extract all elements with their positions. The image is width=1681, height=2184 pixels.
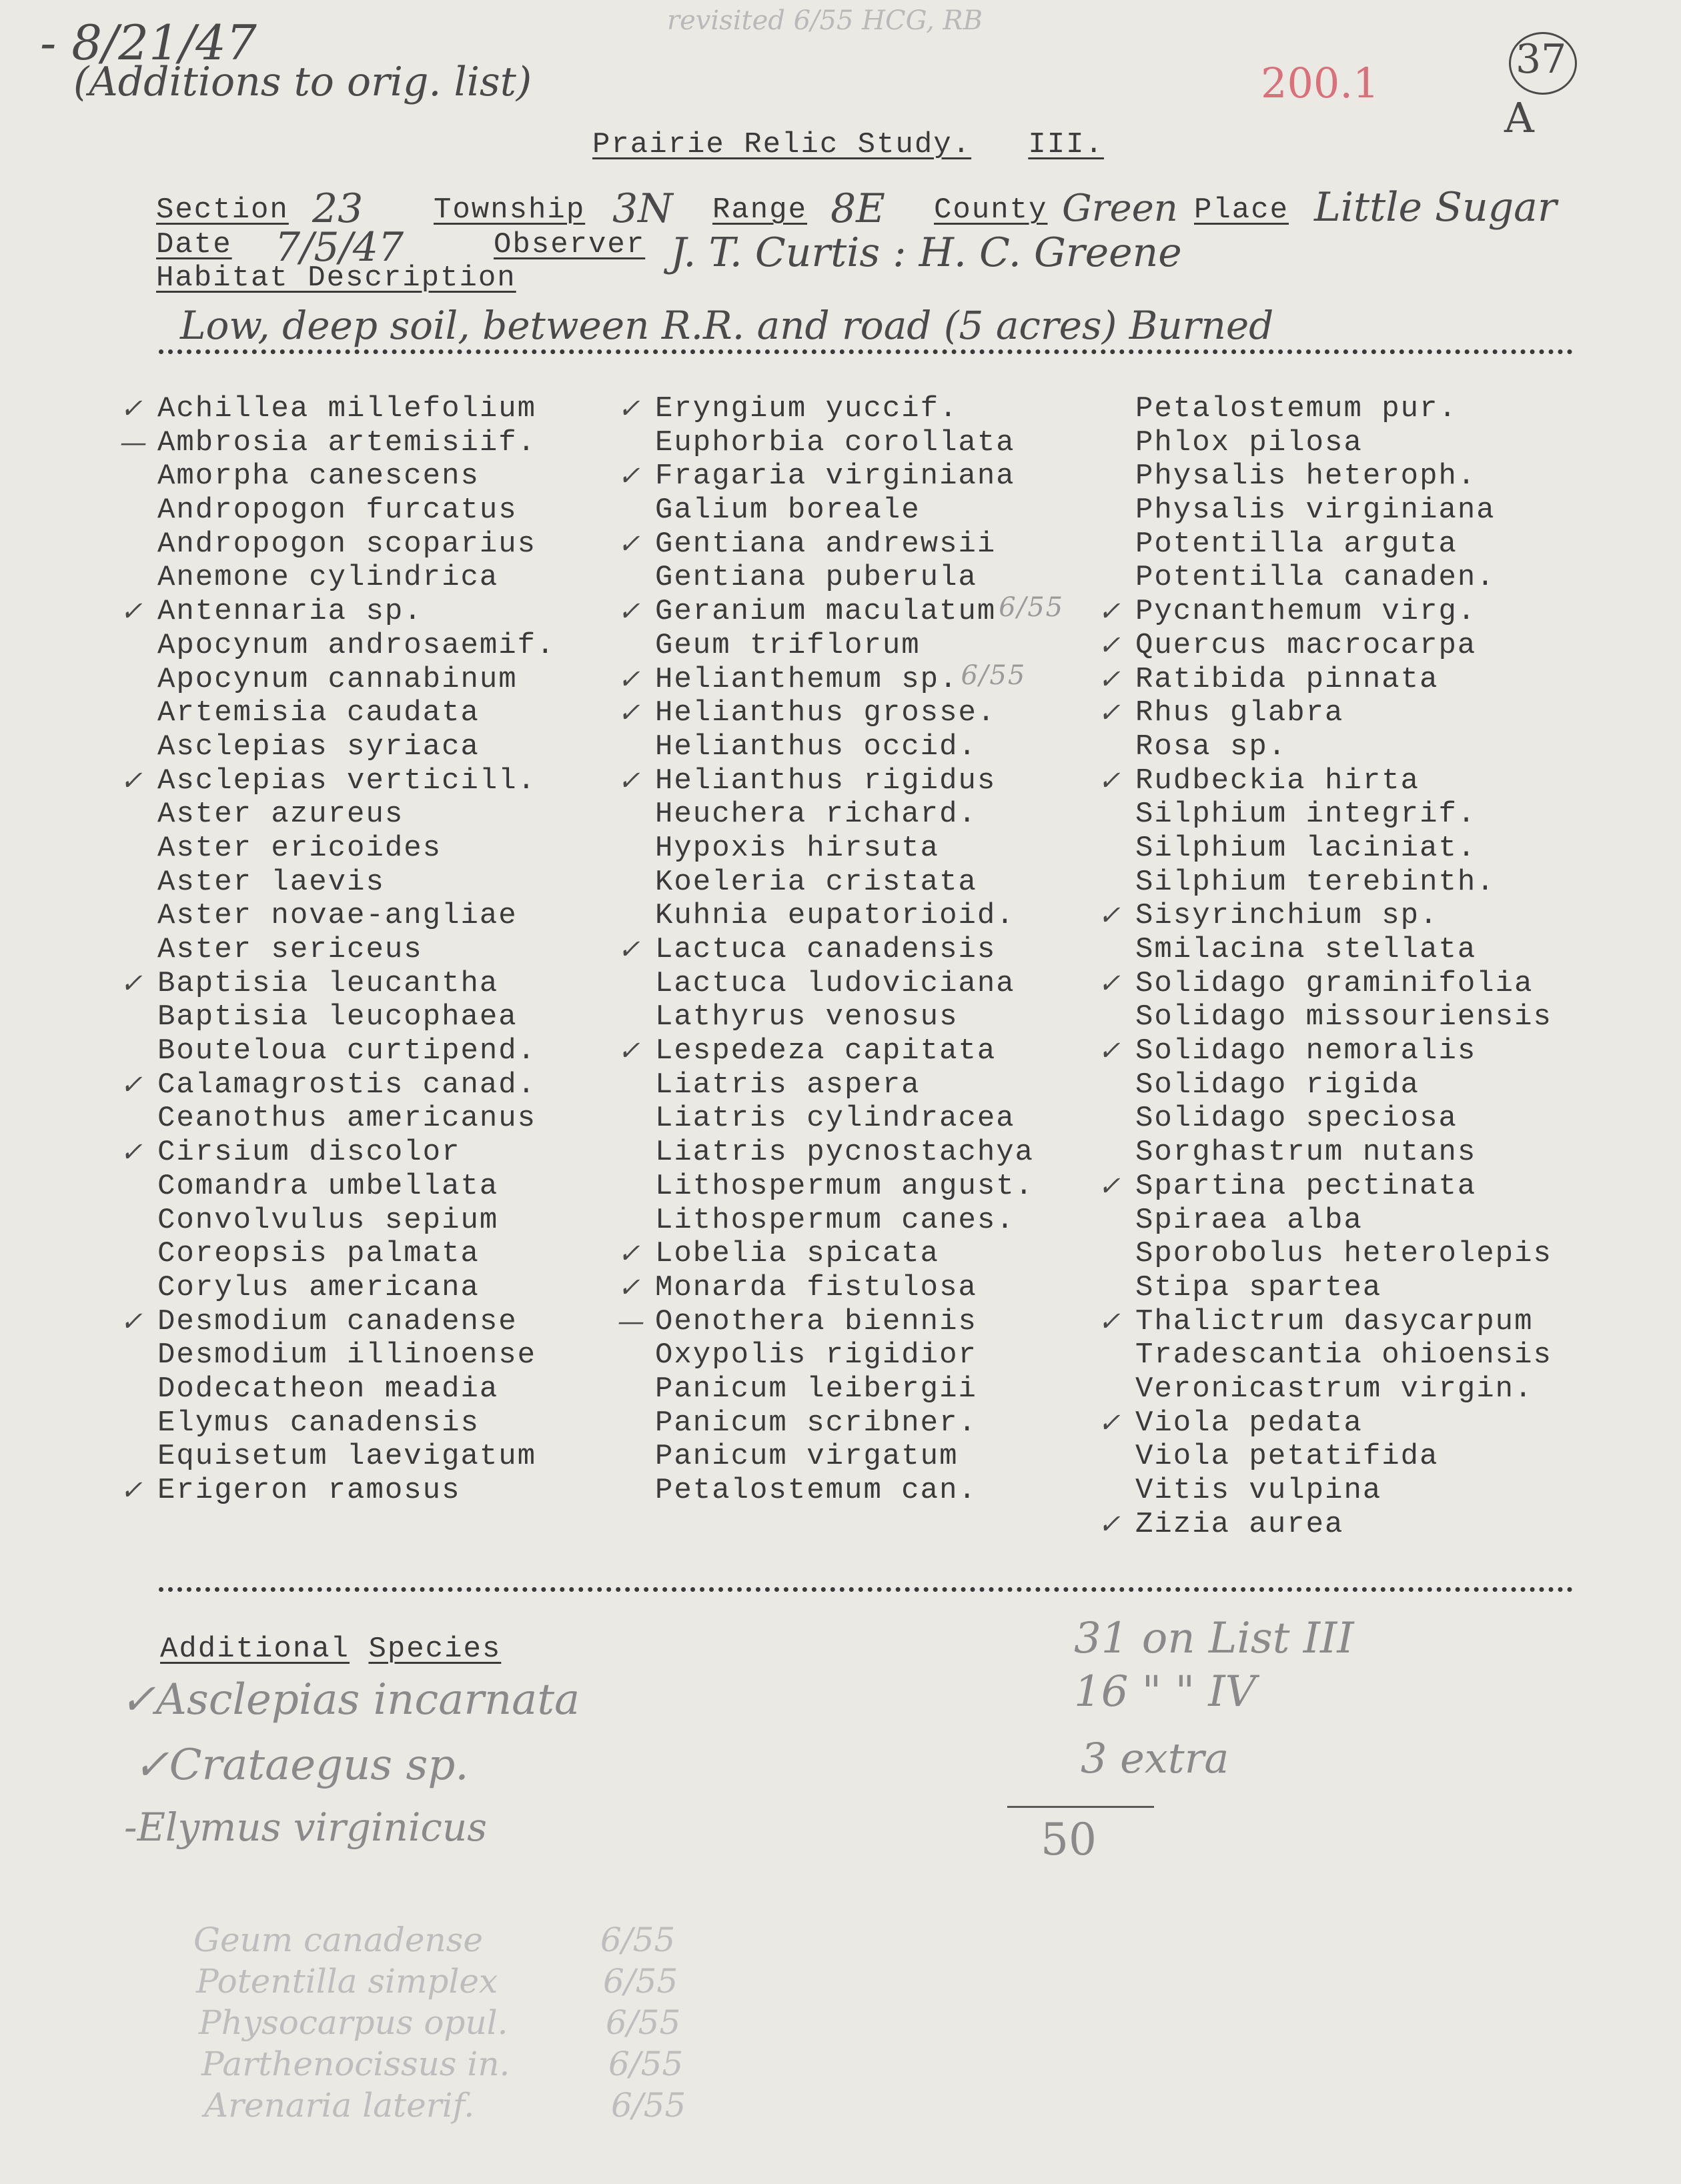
revisit-species: Geum canadense (193, 1921, 483, 1959)
species-entry (157, 1170, 556, 1204)
species-name: Sisyrinchium sp. (1135, 899, 1439, 933)
species-entry (1135, 1338, 1552, 1372)
species-name: Corylus americana (157, 1270, 480, 1304)
species-name: Smilacina stellata (1135, 933, 1477, 966)
species-entry (157, 459, 556, 493)
species-name: Amorpha canescens (157, 459, 480, 493)
check-mark: ✓ (618, 596, 642, 628)
species-entry (120, 764, 556, 798)
additional-item: ✓Crataegus sp. (133, 1741, 469, 1790)
check-mark: ✓ (1098, 1508, 1122, 1540)
species-name: Aster novae-angliae (157, 899, 518, 933)
species-name: Elymus canadensis (157, 1406, 480, 1440)
species-entry (1135, 527, 1552, 562)
species-entry (120, 1068, 556, 1102)
revisit-species: Arenaria laterif. (204, 2086, 475, 2125)
check-mark: ✓ (120, 765, 144, 796)
species-entry (618, 696, 1034, 730)
county-value: Green (1062, 187, 1178, 230)
revisit-entry (199, 2003, 680, 2042)
species-entry (120, 1304, 556, 1339)
species-entry (1135, 1440, 1552, 1474)
species-name: Galium boreale (655, 493, 921, 527)
tally-line-1: 31 on List III (1074, 1614, 1354, 1663)
species-name: Potentilla arguta (1135, 527, 1458, 561)
species-column-3 (1098, 392, 1552, 1541)
species-name: Asclepias syriaca (157, 730, 480, 764)
check-mark: ✓ (618, 1238, 642, 1270)
species-name: Hypoxis hirsuta (655, 831, 940, 865)
species-entry (120, 1474, 556, 1508)
species-column-2 (618, 392, 1065, 1508)
species-entry (1098, 966, 1552, 1001)
species-name: Erigeron ramosus (157, 1474, 461, 1507)
tally-line-2: 16 " " IV (1074, 1667, 1256, 1717)
habitat-value: Low, deep soil, between R.R. and road (5 acres) Burned (180, 303, 1274, 348)
species-name: Ambrosia artemisiif. (157, 425, 537, 459)
species-name: Geranium maculatum 6/55 (655, 592, 1065, 629)
species-name: Rhus glabra (1135, 696, 1344, 730)
species-name: Lathyrus venosus (655, 1000, 959, 1034)
species-name: Heuchera richard. (655, 798, 977, 832)
species-name: Physalis virginiana (1135, 493, 1496, 527)
species-name: Lithospermum canes. (655, 1203, 1015, 1237)
species-name: Viola petatifida (1135, 1440, 1439, 1474)
species-entry (655, 1068, 1034, 1102)
revisit-entry (196, 1962, 678, 2001)
species-name: Viola pedata (1135, 1406, 1363, 1440)
species-name: Anemone cylindrica (157, 561, 499, 595)
species-entry (1098, 764, 1552, 798)
check-mark: ✓ (618, 698, 642, 729)
species-name: Cirsium discolor (157, 1136, 461, 1170)
species-entry (1135, 1474, 1552, 1508)
check-mark: ✓ (1098, 1306, 1122, 1337)
species-name: Achillea millefolium (157, 392, 537, 425)
species-name: Helianthus grosse. (655, 696, 997, 730)
revisit-species: Parthenocissus in. (201, 2045, 510, 2083)
species-entry (655, 798, 1034, 832)
species-name: Convolvulus sepium (157, 1203, 499, 1237)
species-entry (157, 1372, 556, 1406)
species-name: Tradescantia ohioensis (1135, 1338, 1552, 1372)
species-name: Andropogon scoparius (157, 527, 537, 561)
species-entry (655, 832, 1034, 866)
species-entry (157, 866, 556, 900)
species-entry (655, 1338, 1034, 1372)
species-name: Eryngium yuccif. (655, 392, 959, 425)
species-entry (655, 866, 1034, 900)
species-name: Solidago graminifolia (1135, 966, 1534, 1000)
additional-item: -Elymus virginicus (124, 1805, 488, 1850)
check-mark: ✓ (618, 934, 642, 965)
check-mark: ✓ (1098, 900, 1122, 932)
species-name: Spartina pectinata (1135, 1169, 1477, 1203)
date-note: - 8/21/47 (40, 15, 257, 71)
species-name: Petalostemum can. (655, 1474, 977, 1507)
species-name: Panicum virgatum (655, 1440, 959, 1474)
species-entry (1135, 1271, 1552, 1305)
species-name: Helianthemum sp. 6/55 (655, 660, 1027, 696)
species-entry (1135, 933, 1552, 967)
species-entry (157, 663, 556, 697)
species-entry (618, 527, 1034, 562)
species-name: Aster ericoides (157, 831, 442, 865)
species-entry (1098, 1406, 1552, 1440)
species-name: Rosa sp. (1135, 730, 1287, 764)
check-mark: ✓ (120, 1475, 144, 1506)
species-entry (655, 1136, 1034, 1170)
species-name: Panicum leibergii (655, 1372, 977, 1406)
species-name: Phlox pilosa (1135, 425, 1363, 459)
species-entry (157, 1034, 556, 1068)
species-name: Veronicastrum virgin. (1135, 1372, 1534, 1406)
species-entry (1098, 1304, 1552, 1339)
species-entry (655, 899, 1034, 933)
observer-label: Observer (494, 228, 646, 261)
place-value: Little Sugar (1314, 184, 1557, 231)
species-entry (1098, 1507, 1552, 1542)
check-mark: ✓ (120, 968, 144, 999)
species-name: Euphorbia corollata (655, 425, 1015, 459)
species-name: Comandra umbellata (157, 1169, 499, 1203)
species-name: Silphium integrif. (1135, 798, 1477, 832)
species-entry (1135, 730, 1552, 764)
species-entry (1135, 561, 1552, 595)
species-entry (618, 764, 1034, 798)
revisited-note: revisited 6/55 HCG, RB (667, 5, 983, 36)
species-entry (1098, 662, 1552, 697)
species-entry (655, 426, 1034, 460)
check-mark: — (618, 1306, 646, 1337)
bottom-divider (159, 1587, 1573, 1592)
species-name: Rudbeckia hirta (1135, 764, 1420, 798)
species-name: Lithospermum angust. (655, 1169, 1035, 1203)
species-entry (1135, 1068, 1552, 1102)
species-entry (1135, 866, 1552, 900)
species-name: Lobelia spicata (655, 1237, 940, 1271)
species-entry (1098, 899, 1552, 933)
check-mark: ✓ (618, 1272, 642, 1303)
title-text: Prairie Relic Study. (592, 128, 972, 161)
species-name: Desmodium canadense (157, 1304, 518, 1338)
species-name: Physalis heteroph. (1135, 459, 1477, 493)
species-name: Apocynum androsaemif. (157, 628, 556, 662)
county-label: County (934, 193, 1048, 227)
species-entry (655, 967, 1034, 1001)
list-number: III. (1028, 128, 1104, 161)
species-name: Fragaria virginiana (655, 459, 1015, 493)
revisit-date: 6/55 (611, 2086, 686, 2125)
species-entry (157, 527, 556, 562)
species-name: Gentiana andrewsii (655, 527, 997, 561)
species-name: Vitis vulpina (1135, 1474, 1382, 1507)
species-name: Liatris pycnostachya (655, 1136, 1035, 1170)
check-mark: ✓ (1098, 596, 1122, 628)
species-entry (655, 561, 1034, 595)
tally-sum-line (1007, 1806, 1154, 1808)
species-name: Oxypolis rigidior (655, 1338, 977, 1372)
tally-total: 50 (1041, 1814, 1097, 1865)
species-name: Solidago missouriensis (1135, 1000, 1552, 1034)
additional-species-heading (160, 1632, 501, 1666)
species-name: Aster sericeus (157, 933, 423, 966)
species-name: Geum triflorum (655, 628, 921, 662)
species-name: Bouteloua curtipend. (157, 1034, 537, 1068)
additional-item: ✓Asclepias incarnata (120, 1675, 580, 1725)
habitat-label: Habitat Description (156, 261, 516, 295)
species-entry (1098, 595, 1552, 629)
page-number: 37 (1516, 36, 1567, 83)
check-mark: ✓ (120, 1306, 144, 1337)
species-entry (120, 1136, 556, 1170)
species-entry (655, 1170, 1034, 1204)
species-entry (157, 696, 556, 730)
species-entry (618, 1034, 1034, 1068)
revisit-species: Potentilla simplex (196, 1962, 498, 2001)
species-entry (157, 561, 556, 595)
species-entry (1098, 1169, 1552, 1204)
species-entry (1098, 628, 1552, 663)
species-name: Oenothera biennis (655, 1304, 977, 1338)
check-mark: ✓ (1098, 664, 1122, 695)
species-entry (1135, 1136, 1552, 1170)
check-mark: ✓ (618, 664, 642, 695)
species-entry (655, 1102, 1034, 1136)
species-entry (618, 660, 1034, 697)
check-mark: ✓ (120, 1069, 144, 1100)
species-entry (1135, 1102, 1552, 1136)
species-entry (157, 493, 556, 527)
species-entry (655, 730, 1034, 764)
species-name: Liatris cylindracea (655, 1102, 1015, 1136)
species-name: Ceanothus americanus (157, 1102, 537, 1136)
tally-line-3: 3 extra (1081, 1734, 1229, 1783)
check-mark: ✓ (618, 528, 642, 560)
species-name: Dodecatheon meadia (157, 1372, 499, 1406)
additional-label-1: Additional (160, 1632, 350, 1666)
species-name: Zizia aurea (1135, 1507, 1344, 1541)
check-mark: ✓ (618, 393, 642, 424)
observer-value: J. T. Curtis : H. C. Greene (670, 229, 1182, 276)
species-name: Kuhnia eupatorioid. (655, 899, 1015, 933)
revisit-date-note: 6/55 (961, 660, 1027, 691)
species-name: Liatris aspera (655, 1068, 921, 1102)
revisit-entry (201, 2045, 683, 2083)
species-entry (157, 1102, 556, 1136)
species-entry (157, 832, 556, 866)
species-name: Equisetum laevigatum (157, 1440, 537, 1474)
species-entry (655, 1000, 1034, 1034)
species-entry (157, 1406, 556, 1440)
species-name: Spiraea alba (1135, 1203, 1363, 1237)
revisit-date: 6/55 (600, 1921, 676, 1959)
check-mark: ✓ (1098, 1170, 1122, 1202)
species-name: Potentilla canaden. (1135, 561, 1496, 595)
species-entry (1135, 798, 1552, 832)
species-name: Apocynum cannabinum (157, 662, 518, 696)
species-entry (120, 595, 556, 629)
check-mark: ✓ (1098, 1407, 1122, 1438)
check-mark: ✓ (120, 393, 144, 424)
check-mark: ✓ (1098, 968, 1122, 999)
species-entry (157, 1000, 556, 1034)
check-mark: ✓ (120, 596, 144, 628)
check-mark: — (120, 427, 148, 458)
species-entry (618, 1270, 1034, 1305)
species-column-1 (120, 392, 556, 1508)
species-name: Artemisia caudata (157, 696, 480, 730)
species-entry (157, 1338, 556, 1372)
page-letter: A (1504, 93, 1534, 142)
species-entry (1135, 1204, 1552, 1238)
page-title (592, 128, 1104, 161)
species-entry (157, 730, 556, 764)
species-entry (618, 1237, 1034, 1271)
revisit-date: 6/55 (608, 2045, 684, 2083)
species-entry (1135, 426, 1552, 460)
revisit-entry (204, 2086, 686, 2125)
additions-note: (Additions to orig. list) (73, 59, 532, 105)
species-entry (120, 425, 556, 460)
species-name: Silphium terebinth. (1135, 865, 1496, 899)
species-name: Asclepias verticill. (157, 764, 537, 798)
species-entry (1135, 493, 1552, 527)
species-name: Solidago rigida (1135, 1068, 1420, 1102)
species-name: Desmodium illinoense (157, 1338, 537, 1372)
species-name: Aster azureus (157, 798, 404, 832)
species-entry (1098, 1034, 1552, 1068)
range-value: 8E (830, 185, 885, 232)
species-name: Monarda fistulosa (655, 1270, 977, 1304)
species-entry (157, 1204, 556, 1238)
species-name: Panicum scribner. (655, 1406, 977, 1440)
township-label: Township (434, 193, 586, 227)
township-value: 3N (612, 185, 673, 232)
species-entry (157, 629, 556, 663)
check-mark: ✓ (618, 1036, 642, 1067)
species-entry (1135, 459, 1552, 493)
revisit-date: 6/55 (606, 2003, 681, 2042)
species-entry (1135, 1000, 1552, 1034)
species-entry (120, 392, 556, 426)
species-name: Solidago speciosa (1135, 1102, 1458, 1136)
species-name: Stipa spartea (1135, 1270, 1382, 1304)
date-label: Date (156, 228, 232, 261)
species-entry (655, 493, 1034, 527)
species-name: Baptisia leucophaea (157, 1000, 518, 1034)
file-number: 200.1 (1261, 59, 1379, 107)
species-entry (157, 933, 556, 967)
revisit-entry (193, 1921, 675, 1959)
species-name: Lactuca canadensis (655, 933, 997, 966)
species-entry (655, 1474, 1034, 1508)
species-entry (655, 1406, 1034, 1440)
check-mark: ✓ (618, 461, 642, 492)
species-name: Lactuca ludoviciana (655, 966, 1015, 1000)
species-name: Petalostemum pur. (1135, 392, 1458, 425)
species-entry (157, 899, 556, 933)
species-name: Helianthus rigidus (655, 764, 997, 798)
species-name: Solidago nemoralis (1135, 1034, 1477, 1068)
species-entry (618, 459, 1034, 493)
revisit-species: Physocarpus opul. (199, 2003, 508, 2042)
species-entry (1098, 696, 1552, 730)
section-value: 23 (312, 185, 364, 232)
species-entry (157, 798, 556, 832)
species-name: Lespedeza capitata (655, 1034, 997, 1068)
species-name: Silphium laciniat. (1135, 831, 1477, 865)
species-name: Baptisia leucantha (157, 966, 499, 1000)
species-name: Gentiana puberula (655, 561, 977, 595)
species-name: Sporobolus heterolepis (1135, 1237, 1552, 1271)
species-name: Helianthus occid. (655, 730, 977, 764)
species-name: Antennaria sp. (157, 595, 423, 629)
place-label: Place (1194, 193, 1289, 227)
species-name: Andropogon furcatus (157, 493, 518, 527)
check-mark: ✓ (1098, 630, 1122, 661)
species-entry (1135, 1237, 1552, 1271)
date-value: 7/5/47 (275, 224, 404, 271)
species-name: Thalictrum dasycarpum (1135, 1304, 1534, 1338)
check-mark: ✓ (1098, 765, 1122, 796)
species-entry (655, 629, 1034, 663)
species-entry (157, 1237, 556, 1271)
species-name: Quercus macrocarpa (1135, 628, 1477, 662)
species-entry (120, 966, 556, 1001)
check-mark: ✓ (1098, 698, 1122, 729)
species-name: Aster laevis (157, 865, 385, 899)
species-entry (655, 1440, 1034, 1474)
species-entry (618, 1304, 1034, 1339)
species-name: Pycnanthemum virg. (1135, 595, 1477, 629)
species-entry (1135, 392, 1552, 426)
species-entry (655, 1204, 1034, 1238)
species-entry (157, 1440, 556, 1474)
species-name: Coreopsis palmata (157, 1237, 480, 1271)
species-name: Koeleria cristata (655, 865, 977, 899)
range-label: Range (712, 193, 808, 227)
revisit-date: 6/55 (603, 1962, 678, 2001)
species-entry (655, 1372, 1034, 1406)
top-divider (159, 349, 1573, 354)
species-entry (618, 392, 1034, 426)
section-label: Section (156, 193, 289, 227)
species-entry (1135, 832, 1552, 866)
check-mark: ✓ (1098, 1036, 1122, 1067)
check-mark: ✓ (618, 765, 642, 796)
check-mark: ✓ (120, 1137, 144, 1168)
species-name: Sorghastrum nutans (1135, 1136, 1477, 1170)
species-entry (618, 933, 1034, 967)
species-entry (157, 1271, 556, 1305)
species-entry (1135, 1372, 1552, 1406)
species-entry (618, 592, 1065, 629)
species-name: Calamagrostis canad. (157, 1068, 537, 1102)
species-name: Ratibida pinnata (1135, 662, 1439, 696)
revisit-date-note: 6/55 (999, 592, 1065, 624)
additional-label-2: Species (368, 1632, 502, 1666)
